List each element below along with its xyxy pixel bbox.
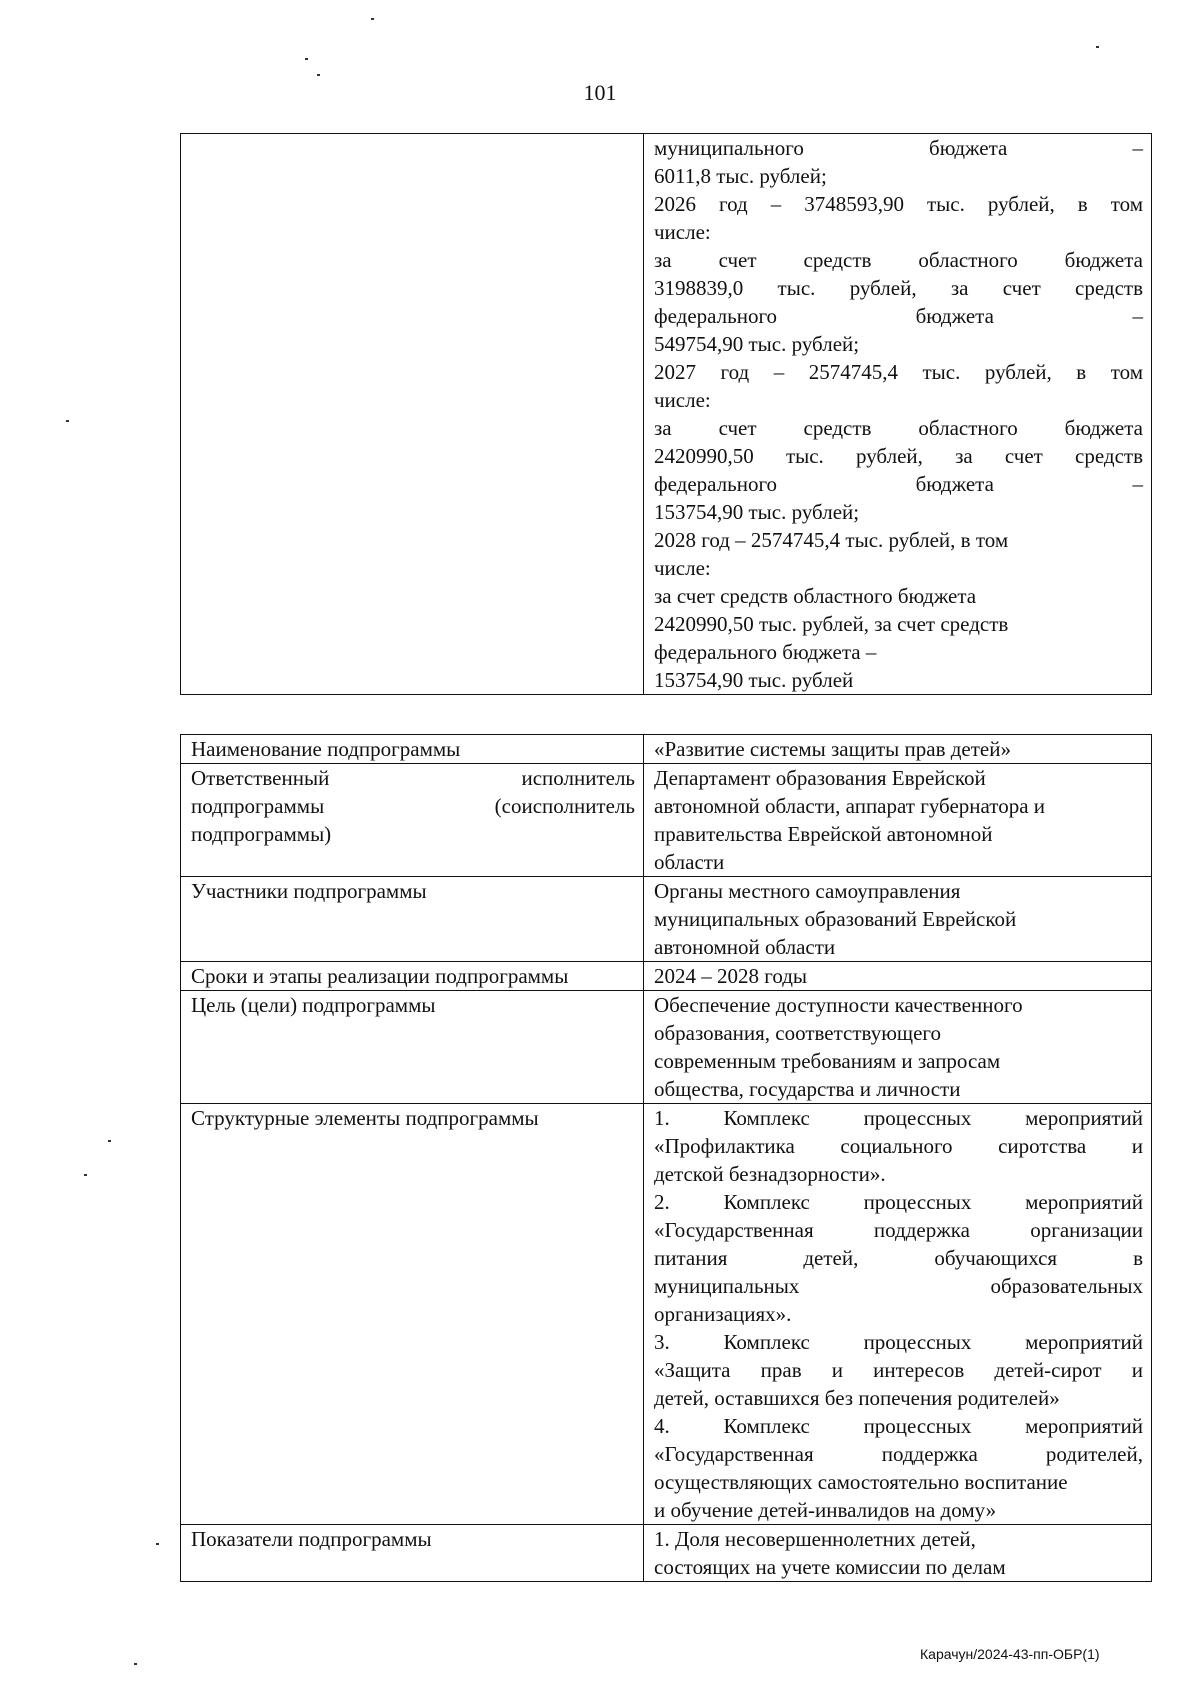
text-line: федерального бюджета – <box>654 640 877 664</box>
row-value-participants <box>644 877 1152 962</box>
page-number: 101 <box>583 80 617 105</box>
value-line: Обеспечение доступности качественного <box>654 993 1023 1017</box>
row-value-responsible <box>644 764 1152 877</box>
scan-speck <box>108 1140 111 1142</box>
text-line: за счет средств областного бюджета <box>654 584 977 608</box>
label-line: Сроки и этапы реализации подпрограммы <box>191 964 569 988</box>
row-label-goal <box>181 991 644 1104</box>
row-value-structural-elements <box>644 1104 1152 1525</box>
value-line: «Защита прав и интересов детей-сирот и <box>654 1358 1143 1382</box>
text-line: за счет средств областного бюджета <box>654 416 1143 440</box>
row-value-goal <box>644 991 1152 1104</box>
text-line: 2026 год – 3748593,90 тыс. рублей, в том <box>654 192 1143 216</box>
table-row <box>181 1104 1152 1525</box>
text-line: 3198839,0 тыс. рублей, за счет средств <box>654 276 1143 300</box>
value-line: муниципальных образовательных <box>654 1274 1143 1298</box>
text-line: числе: <box>654 556 711 580</box>
table-row <box>181 991 1152 1104</box>
row-value-indicators <box>644 1525 1152 1582</box>
text-line: федерального бюджета – <box>654 472 1143 496</box>
value-line: состоящих на учете комиссии по делам <box>654 1555 1006 1579</box>
label-line: подпрограммы) <box>191 822 332 846</box>
row-value-name <box>644 735 1152 764</box>
label-line: Показатели подпрограммы <box>191 1527 432 1551</box>
table-row <box>181 735 1152 764</box>
scan-speck <box>66 420 69 422</box>
text-line: 6011,8 тыс. рублей; <box>654 164 827 188</box>
value-line: автономной области <box>654 935 836 959</box>
text-line: 2028 год – 2574745,4 тыс. рублей, в том <box>654 528 1009 552</box>
value-line: «Государственная поддержка родителей, <box>654 1442 1143 1466</box>
value-line: питания детей, обучающихся в <box>654 1246 1143 1270</box>
table-row <box>181 764 1152 877</box>
scan-speck <box>1096 46 1099 48</box>
scan-speck <box>371 18 374 20</box>
value-line: Органы местного самоуправления <box>654 879 961 903</box>
table-row <box>181 134 1152 695</box>
scan-speck <box>305 58 308 60</box>
value-line: правительства Еврейской автономной <box>654 822 993 846</box>
value-line: организациях». <box>654 1302 792 1326</box>
row-label-indicators <box>181 1525 644 1582</box>
value-line: области <box>654 850 725 874</box>
text-line: числе: <box>654 388 711 412</box>
row-label-participants <box>181 877 644 962</box>
value-line: образования, соответствующего <box>654 1021 942 1045</box>
value-line: общества, государства и личности <box>654 1077 961 1101</box>
value-line: муниципальных образований Еврейской <box>654 907 1017 931</box>
text-line: 153754,90 тыс. рублей; <box>654 500 860 524</box>
label-line: Цель (цели) подпрограммы <box>191 993 436 1017</box>
text-line: за счет средств областного бюджета <box>654 248 1143 272</box>
table-row <box>181 877 1152 962</box>
value-line: 3. Комплекс процессных мероприятий <box>654 1330 1143 1354</box>
label-line: Структурные элементы подпрограммы <box>191 1106 539 1130</box>
value-line: Департамент образования Еврейской <box>654 766 986 790</box>
document-code: Карачун/2024-43-пп-ОБР(1) <box>920 1646 1100 1662</box>
financing-volume-cell <box>644 134 1152 695</box>
value-line: «Развитие системы защиты прав детей» <box>654 737 1011 761</box>
text-line: муниципального бюджета – <box>654 136 1143 160</box>
row-label-name <box>181 735 644 764</box>
scan-speck <box>84 1174 87 1176</box>
value-line: 2024 – 2028 годы <box>654 964 808 988</box>
value-line: детской безнадзорности». <box>654 1162 886 1186</box>
value-line: осуществляющих самостоятельно воспитание <box>654 1470 1068 1494</box>
value-line: детей, оставшихся без попечения родителей» <box>654 1386 1060 1410</box>
value-line: 1. Доля несовершеннолетних детей, <box>654 1527 976 1551</box>
table-row <box>181 1525 1152 1582</box>
label-line: Участники подпрограммы <box>191 879 427 903</box>
text-line: 2420990,50 тыс. рублей, за счет средств <box>654 444 1143 468</box>
text-line: федерального бюджета – <box>654 304 1143 328</box>
empty-label-cell <box>181 134 644 695</box>
text-line: числе: <box>654 220 711 244</box>
value-line: «Государственная поддержка организации <box>654 1218 1143 1242</box>
row-label-responsible <box>181 764 644 877</box>
label-line: Ответственный исполнитель <box>191 766 635 790</box>
value-line: современным требованиям и запросам <box>654 1049 1001 1073</box>
label-line: подпрограммы (соисполнитель <box>191 794 635 818</box>
row-label-structural-elements <box>181 1104 644 1525</box>
financing-continuation-table <box>180 133 1152 695</box>
scan-speck <box>317 74 320 76</box>
row-label-terms <box>181 962 644 991</box>
value-line: 4. Комплекс процессных мероприятий <box>654 1414 1143 1438</box>
text-line: 549754,90 тыс. рублей; <box>654 332 860 356</box>
text-line: 153754,90 тыс. рублей <box>654 668 854 692</box>
value-line: 2. Комплекс процессных мероприятий <box>654 1190 1143 1214</box>
scan-speck <box>134 1663 137 1665</box>
value-line: «Профилактика социального сиротства и <box>654 1134 1143 1158</box>
table-row <box>181 962 1152 991</box>
value-line: и обучение детей-инвалидов на дому» <box>654 1498 997 1522</box>
subprogram-passport-table <box>180 734 1152 1582</box>
value-line: автономной области, аппарат губернатора и <box>654 794 1046 818</box>
label-line: Наименование подпрограммы <box>191 737 461 761</box>
text-line: 2027 год – 2574745,4 тыс. рублей, в том <box>654 360 1143 384</box>
row-value-terms <box>644 962 1152 991</box>
text-line: 2420990,50 тыс. рублей, за счет средств <box>654 612 1009 636</box>
value-line: 1. Комплекс процессных мероприятий <box>654 1106 1143 1130</box>
scan-speck <box>156 1543 159 1545</box>
